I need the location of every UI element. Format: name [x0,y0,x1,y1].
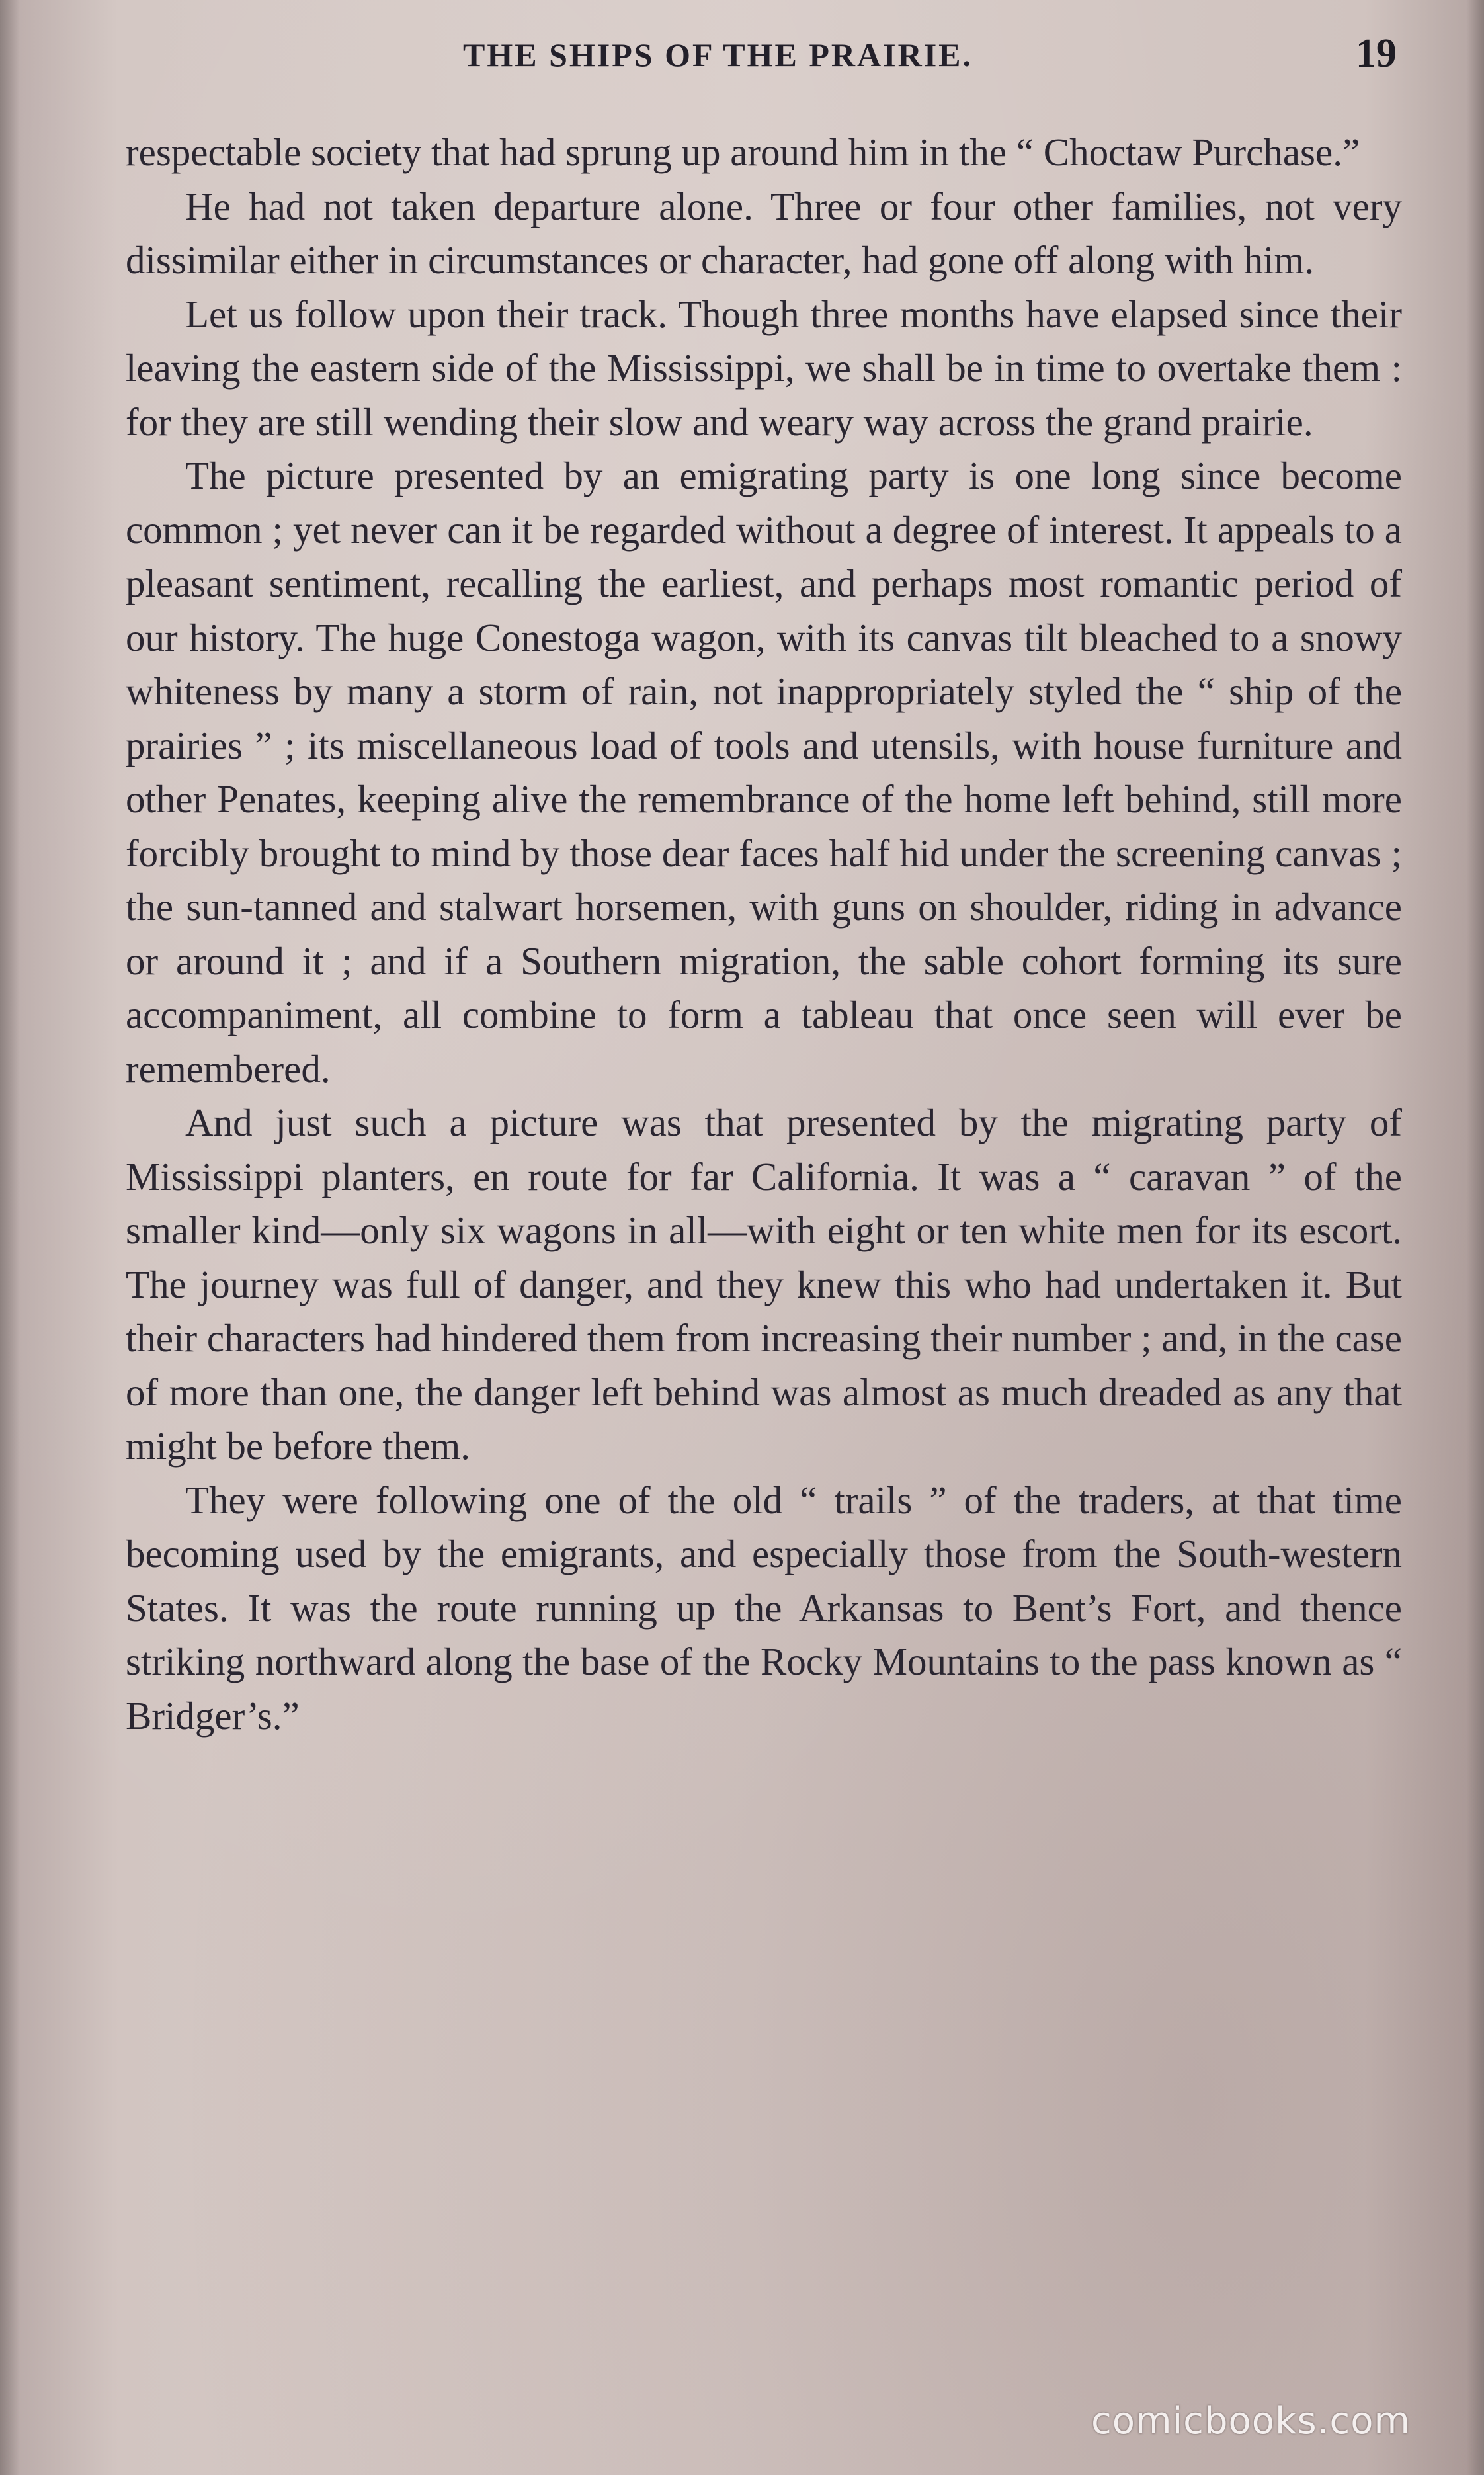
page-number: 19 [1356,31,1397,76]
paragraph-1: respectable society that had sprung up around him in the “ Choctaw Purchase.” [126,130,1360,174]
body-text [126,126,1402,1743]
page-edge-left [0,0,20,2475]
paragraph-3: Let us follow upon their track. Though three months have elapsed since their leaving the eastern side of the Mississippi, we shall be in time to overtake them : for they are still wending their slow and weary way across the grand prairie. [126,292,1402,444]
running-title: THE SHIPS OF THE PRAIRIE. [463,36,973,73]
paragraph-5: And just such a picture was that presented by the migrating party of Mississippi planters, en route for far California. It was a “ caravan ” of the smaller kind—only six wagons in all—with eight or ten white men for its escort. The journey was full of danger, and they knew this who had undertaken it. But their characters had hindered them from increasing their number ; and, in the case of more than one, the danger left behind was almost as much dreaded as any that might be before them. [126,1101,1402,1468]
watermark: comicbooks.com [1091,2400,1411,2443]
paragraph-6: They were following one of the old “ trails ” of the traders, at that time becoming used by the emigrants, and especially those from the South-western States. It was the route running up the Arkansas to Bent’s Fort, and thence striking northward along the base of the Rocky Mountains to the pass known as “ Bridger’s.” [126,1478,1402,1738]
page-edge-right [1467,0,1484,2475]
paragraph-4: The picture presented by an emigrating party is one long since become common ; yet never can it be regarded without a degree of interest. It appeals to a pleasant sentiment, recalling the earliest, and perhaps most romantic period of our history. The huge Conestoga wagon, with its canvas tilt bleached to a snowy whiteness by many a storm of rain, not inappropriately styled the “ ship of the prairies ” ; its miscellaneous load of tools and utensils, with house furniture and other Penates, keeping alive the remembrance of the home left behind, still more forcibly brought to mind by those dear faces half hid under the screening canvas ; the sun-tanned and stalwart horsemen, with guns on shoulder, riding in advance or around it ; and if a Southern migration, the sable cohort forming its sure accompaniment, all combine to form a tableau that once seen will ever be remembered. [126,454,1402,1091]
paragraph-2: He had not taken departure alone. Three or four other families, not very dissimilar either in circumstances or character, had gone off along with him. [126,184,1402,282]
running-head [0,26,1484,86]
